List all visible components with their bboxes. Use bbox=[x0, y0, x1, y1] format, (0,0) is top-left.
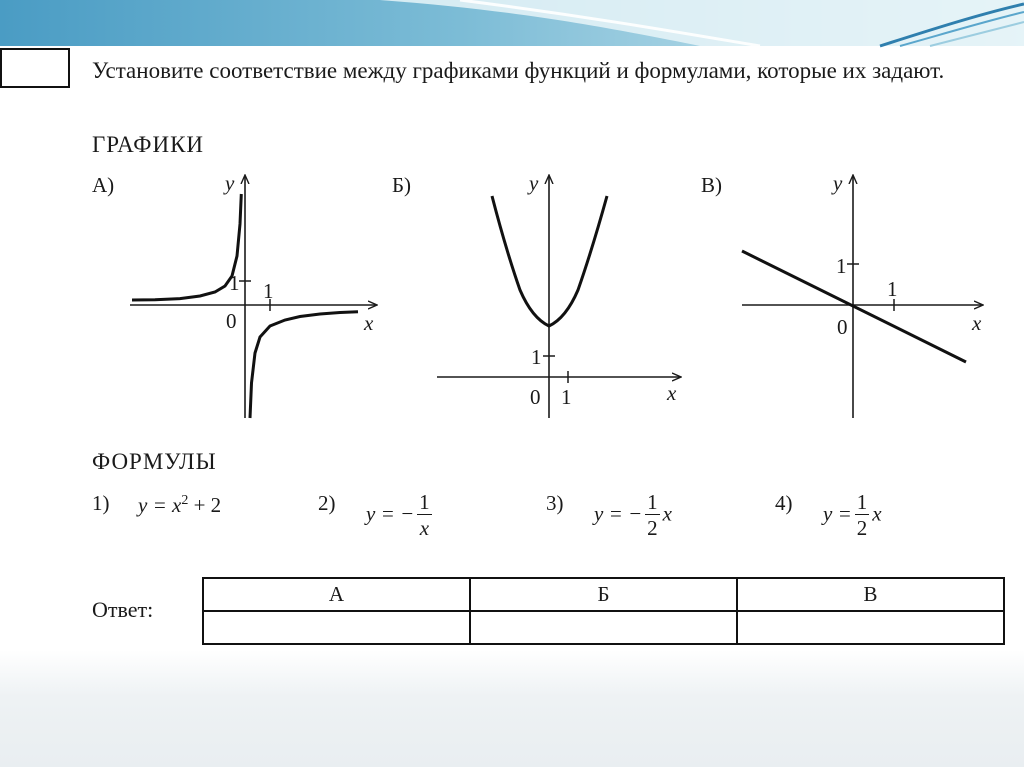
graph-v-label: В) bbox=[701, 173, 722, 197]
answer-label: Ответ: bbox=[92, 597, 154, 622]
graph-a-unit-x: 1 bbox=[263, 279, 274, 303]
graph-a-curve-right bbox=[250, 312, 358, 418]
formula-1-number: 1) bbox=[92, 491, 110, 515]
graph-v-y-label: y bbox=[833, 171, 843, 195]
answer-header-b: Б bbox=[470, 578, 737, 611]
graph-b bbox=[437, 171, 680, 418]
formula-3-number: 3) bbox=[546, 491, 564, 515]
graphs-heading: ГРАФИКИ bbox=[92, 132, 205, 157]
graph-b-unit-x: 1 bbox=[561, 385, 572, 409]
graph-v-x-label: x bbox=[972, 311, 982, 335]
answer-table-input-row bbox=[203, 611, 1004, 644]
answer-header-a: А bbox=[203, 578, 470, 611]
graph-b-label: Б) bbox=[392, 173, 412, 197]
graph-a-unit-y: 1 bbox=[229, 271, 240, 295]
graph-a-y-label: y bbox=[225, 171, 235, 195]
formulas-heading: ФОРМУЛЫ bbox=[92, 449, 217, 474]
answer-cell-a[interactable] bbox=[203, 611, 470, 644]
graph-a-origin: 0 bbox=[226, 309, 237, 333]
formula-2-number: 2) bbox=[318, 491, 336, 515]
answer-cell-b[interactable] bbox=[470, 611, 737, 644]
graph-v bbox=[742, 171, 982, 418]
graph-v-unit-y: 1 bbox=[836, 254, 847, 278]
graph-v-line bbox=[742, 251, 966, 362]
answer-cell-v[interactable] bbox=[737, 611, 1004, 644]
graph-a bbox=[130, 171, 376, 418]
graph-a-label: А) bbox=[92, 173, 115, 197]
formula-3: y = − $\frac{1}{2}$ x bbox=[594, 490, 672, 540]
graph-v-origin: 0 bbox=[837, 315, 848, 339]
graph-a-x-label: x bbox=[364, 311, 374, 335]
graph-v-unit-x: 1 bbox=[887, 277, 898, 301]
answer-table bbox=[202, 577, 1005, 645]
graph-a-curve-left bbox=[132, 194, 241, 300]
graph-b-x-label: x bbox=[667, 381, 677, 405]
formula-4-number: 4) bbox=[775, 491, 793, 515]
formula-1: $y = x^2 + 2$ bbox=[138, 493, 222, 517]
graph-b-origin: 0 bbox=[530, 385, 541, 409]
graph-b-unit-y: 1 bbox=[531, 345, 542, 369]
graph-b-y-label: y bbox=[529, 171, 539, 195]
formula-4: y = $\frac{1}{2}$ x bbox=[823, 490, 882, 540]
task-text: Установите соответствие между графиками функций и формулами, которые их задают. bbox=[92, 58, 945, 83]
answer-table-header-row bbox=[203, 578, 1004, 611]
formula-2: y = − $\frac{1}{x}$ bbox=[366, 490, 430, 540]
answer-header-v: В bbox=[737, 578, 1004, 611]
